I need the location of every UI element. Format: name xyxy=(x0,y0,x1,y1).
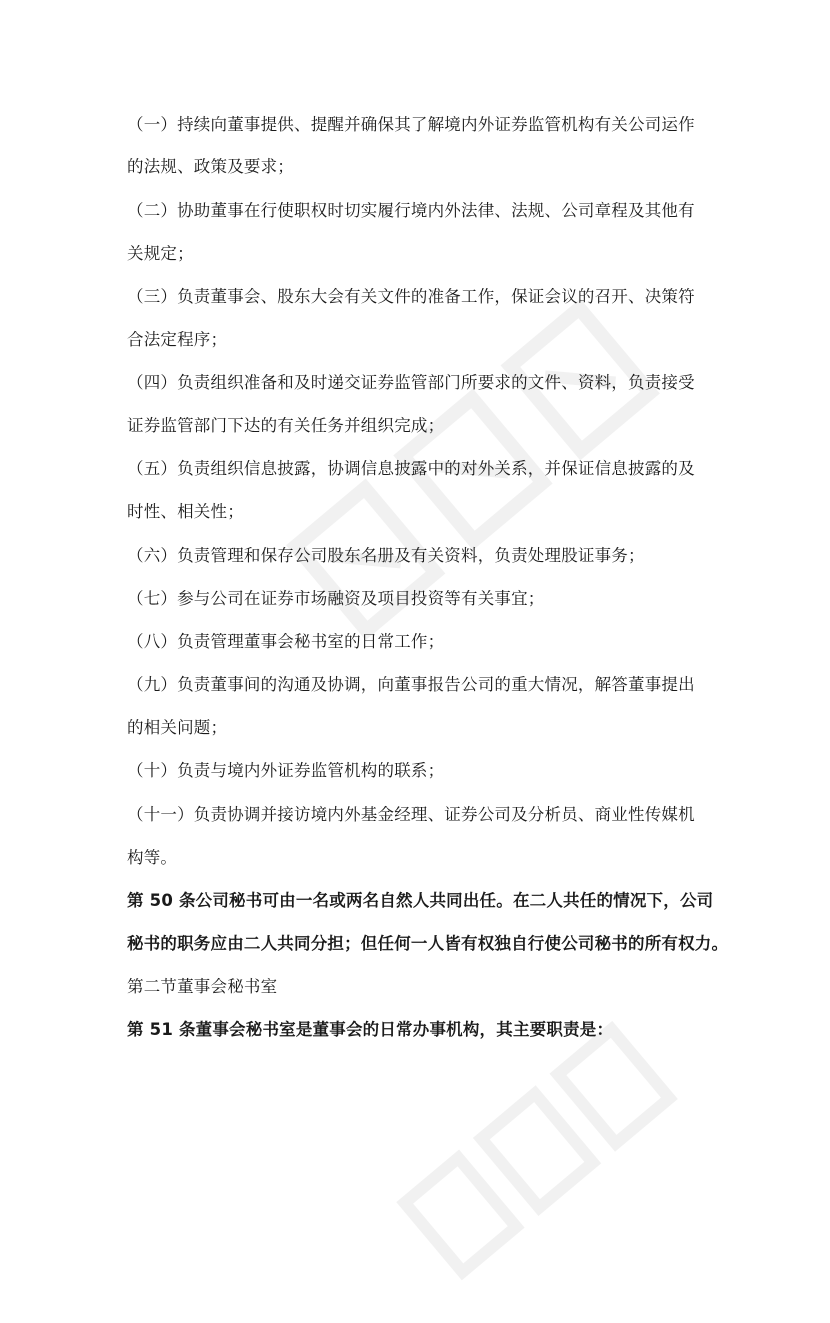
paragraph-line: （十）负责与境内外证券监管机构的联系； xyxy=(127,761,445,780)
paragraph-line: 构等。 xyxy=(127,848,178,867)
paragraph-line: （十一）负责协调并接访境内外基金经理、证券公司及分析员、商业性传媒机 xyxy=(127,805,695,824)
article-51-line: 第 51 条董事会秘书室是董事会的日常办事机构，其主要职责是： xyxy=(127,1020,614,1039)
paragraph-line: 证券监管部门下达的有关任务并组织完成； xyxy=(127,416,445,435)
paragraph-line: （二）协助董事在行使职权时切实履行境内外法律、法规、公司章程及其他有 xyxy=(127,201,695,220)
paragraph-line: 合法定程序； xyxy=(127,330,228,349)
section-heading: 第二节董事会秘书室 xyxy=(127,977,278,996)
paragraph-line: 时性、相关性； xyxy=(127,502,244,521)
paragraph-line: 关规定； xyxy=(127,244,194,263)
paragraph-line: （六）负责管理和保存公司股东名册及有关资料，负责处理股证事务； xyxy=(127,546,645,565)
paragraph-line: （一）持续向董事提供、提醒并确保其了解境内外证券监管机构有关公司运作 xyxy=(127,115,695,134)
paragraph-line: （七）参与公司在证券市场融资及项目投资等有关事宜； xyxy=(127,589,545,608)
paragraph-line: 的相关问题； xyxy=(127,718,228,737)
article-50-line: 秘书的职务应由二人共同分担；但任何一人皆有权独自行使公司秘书的所有权力。 xyxy=(127,934,729,953)
paragraph-line: 的法规、政策及要求； xyxy=(127,157,294,176)
paragraph-line: （三）负责董事会、股东大会有关文件的准备工作，保证会议的召开、决策符 xyxy=(127,287,695,306)
paragraph-line: （八）负责管理董事会秘书室的日常工作； xyxy=(127,632,445,651)
paragraph-line: （四）负责组织准备和及时递交证券监管部门所要求的文件、资料，负责接受 xyxy=(127,373,695,392)
paragraph-line: （九）负责董事间的沟通及协调，向董事报告公司的重大情况，解答董事提出 xyxy=(127,675,695,694)
paragraph-line: （五）负责组织信息披露，协调信息披露中的对外关系，并保证信息披露的及 xyxy=(127,459,695,478)
article-50-line: 第 50 条公司秘书可由一名或两名自然人共同出任。在二人共任的情况下，公司 xyxy=(127,891,714,910)
